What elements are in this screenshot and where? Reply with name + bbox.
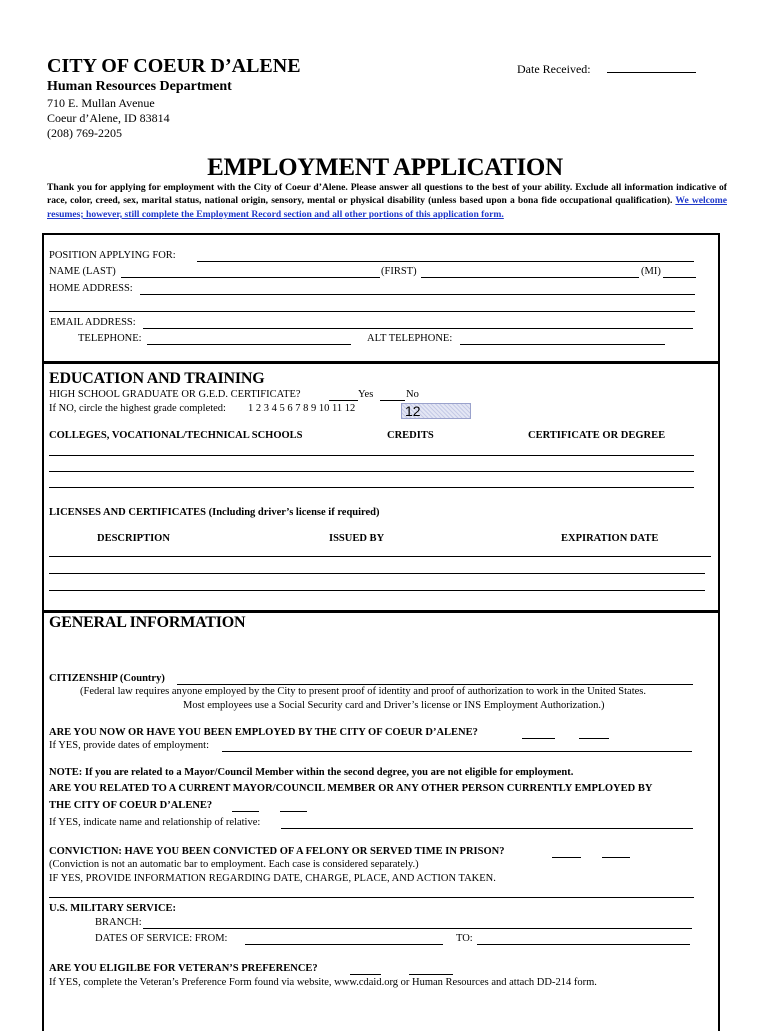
home-address-field-2[interactable] xyxy=(49,311,695,312)
veteran-no-field[interactable] xyxy=(409,974,453,975)
name-first-label: (FIRST) xyxy=(381,266,417,277)
conviction-details-field[interactable] xyxy=(49,897,694,898)
col-description: DESCRIPTION xyxy=(97,533,170,544)
department-name: Human Resources Department xyxy=(47,79,232,94)
employed-dates-label: If YES, provide dates of employment: xyxy=(49,740,209,751)
federal-note-2: Most employees use a Social Security card and Driver’s license or INS Employment Authorization.) xyxy=(183,700,605,711)
citizenship-label: CITIZENSHIP (Country) xyxy=(49,673,165,684)
general-heading: GENERAL INFORMATION xyxy=(49,614,246,631)
alt-telephone-label: ALT TELEPHONE: xyxy=(367,333,453,344)
col-schools: COLLEGES, VOCATIONAL/TECHNICAL SCHOOLS xyxy=(49,430,303,441)
veteran-question: ARE YOU ELIGILBE FOR VETERAN’S PREFERENCE? xyxy=(49,963,318,974)
education-heading: EDUCATION AND TRAINING xyxy=(49,370,265,387)
related-no-field[interactable] xyxy=(280,811,307,812)
hs-no-field[interactable] xyxy=(380,400,405,401)
branch-field[interactable] xyxy=(143,928,692,929)
resume-note-link[interactable]: We welcome resumes; however, still complete the Employment Record section and all other portions of this application form. xyxy=(47,195,727,220)
telephone-label: TELEPHONE: xyxy=(78,333,142,344)
hs-yes-label: Yes xyxy=(358,389,374,400)
address-line-2: Coeur d’Alene, ID 83814 xyxy=(47,111,170,125)
intro-body: Thank you for applying for employment with the City of Coeur d’Alene. Please answer all questions to the best of your ability. Exclude all information indicative of race, color, creed, sex, marital status, national origin, sensory, mental or physical disability (unless based upon a bona fide occupational qualification). xyxy=(47,182,727,207)
related-yes-field[interactable] xyxy=(232,811,259,812)
org-name: CITY OF COEUR D’ALENE xyxy=(47,55,301,77)
employed-dates-field[interactable] xyxy=(222,751,692,752)
license-row-1[interactable] xyxy=(49,556,711,557)
military-heading: U.S. MILITARY SERVICE: xyxy=(49,903,177,914)
phone-number: (208) 769-2205 xyxy=(47,126,122,140)
licenses-heading: LICENSES AND CERTIFICATES (Including driver’s license if required) xyxy=(49,507,380,518)
school-row-1[interactable] xyxy=(49,455,694,456)
dates-from-label: DATES OF SERVICE: FROM: xyxy=(95,933,228,944)
citizenship-field[interactable] xyxy=(177,684,693,685)
date-received-field[interactable] xyxy=(607,72,696,73)
email-field[interactable] xyxy=(143,328,693,329)
position-label: POSITION APPLYING FOR: xyxy=(49,250,176,261)
grade-options: 1 2 3 4 5 6 7 8 9 10 11 12 xyxy=(248,403,356,414)
dates-to-label: TO: xyxy=(456,933,473,944)
license-row-3[interactable] xyxy=(49,590,705,591)
grade-prompt: If NO, circle the highest grade completed: xyxy=(49,403,226,414)
conviction-ifyes-label: IF YES, PROVIDE INFORMATION REGARDING DATE, CHARGE, PLACE, AND ACTION TAKEN. xyxy=(49,873,496,884)
address-line-1: 710 E. Mullan Avenue xyxy=(47,96,155,110)
name-last-field[interactable] xyxy=(121,277,380,278)
hs-question: HIGH SCHOOL GRADUATE OR G.E.D. CERTIFICATE? xyxy=(49,389,301,400)
federal-note-1: (Federal law requires anyone employed by the City to present proof of identity and proof of authorization to work in the United States. xyxy=(80,686,646,697)
veteran-yes-field[interactable] xyxy=(350,974,381,975)
conviction-note: (Conviction is not an automatic bar to employment. Each case is considered separately.) xyxy=(49,859,419,870)
name-mi-field[interactable] xyxy=(663,277,696,278)
email-label: EMAIL ADDRESS: xyxy=(50,317,136,328)
grade-input[interactable] xyxy=(401,403,471,419)
employed-yes-field[interactable] xyxy=(522,738,555,739)
school-row-2[interactable] xyxy=(49,471,694,472)
col-certificate: CERTIFICATE OR DEGREE xyxy=(528,430,666,441)
home-address-field[interactable] xyxy=(140,294,695,295)
intro-text xyxy=(47,181,727,221)
school-row-3[interactable] xyxy=(49,487,694,488)
col-credits: CREDITS xyxy=(387,430,434,441)
note-text: NOTE: If you are related to a Mayor/Council Member within the second degree, you are not eligible for employment. xyxy=(49,767,574,778)
veteran-ifyes-text: If YES, complete the Veteran’s Preference Form found via website, www.cdaid.org or Human Resources and attach DD-214 form. xyxy=(49,977,597,988)
name-last-label: NAME (LAST) xyxy=(49,266,116,277)
grade-value: 12 xyxy=(405,403,421,419)
page-title: EMPLOYMENT APPLICATION xyxy=(207,154,563,181)
dates-from-field[interactable] xyxy=(245,944,443,945)
dates-to-field[interactable] xyxy=(477,944,690,945)
employed-no-field[interactable] xyxy=(579,738,609,739)
date-received-label: Date Received: xyxy=(517,62,591,76)
alt-telephone-field[interactable] xyxy=(460,344,665,345)
conviction-yes-field[interactable] xyxy=(552,857,581,858)
branch-label: BRANCH: xyxy=(95,917,142,928)
position-field[interactable] xyxy=(197,261,694,262)
conviction-no-field[interactable] xyxy=(602,857,630,858)
hs-no-label: No xyxy=(406,389,419,400)
name-mi-label: (MI) xyxy=(641,266,661,277)
telephone-field[interactable] xyxy=(147,344,351,345)
related-question-1: ARE YOU RELATED TO A CURRENT MAYOR/COUNCIL MEMBER OR ANY OTHER PERSON CURRENTLY EMPLOYED BY xyxy=(49,783,653,794)
name-first-field[interactable] xyxy=(421,277,639,278)
col-expiration: EXPIRATION DATE xyxy=(561,533,659,544)
hs-yes-field[interactable] xyxy=(329,400,358,401)
license-row-2[interactable] xyxy=(49,573,705,574)
home-address-label: HOME ADDRESS: xyxy=(49,283,133,294)
related-ifyes-field[interactable] xyxy=(281,828,693,829)
employed-question: ARE YOU NOW OR HAVE YOU BEEN EMPLOYED BY THE CITY OF COEUR D’ALENE? xyxy=(49,727,478,738)
related-question-2: THE CITY OF COEUR D’ALENE? xyxy=(49,800,213,811)
conviction-question: CONVICTION: HAVE YOU BEEN CONVICTED OF A FELONY OR SERVED TIME IN PRISON? xyxy=(49,846,505,857)
col-issued-by: ISSUED BY xyxy=(329,533,385,544)
related-ifyes-label: If YES, indicate name and relationship of relative: xyxy=(49,817,261,828)
